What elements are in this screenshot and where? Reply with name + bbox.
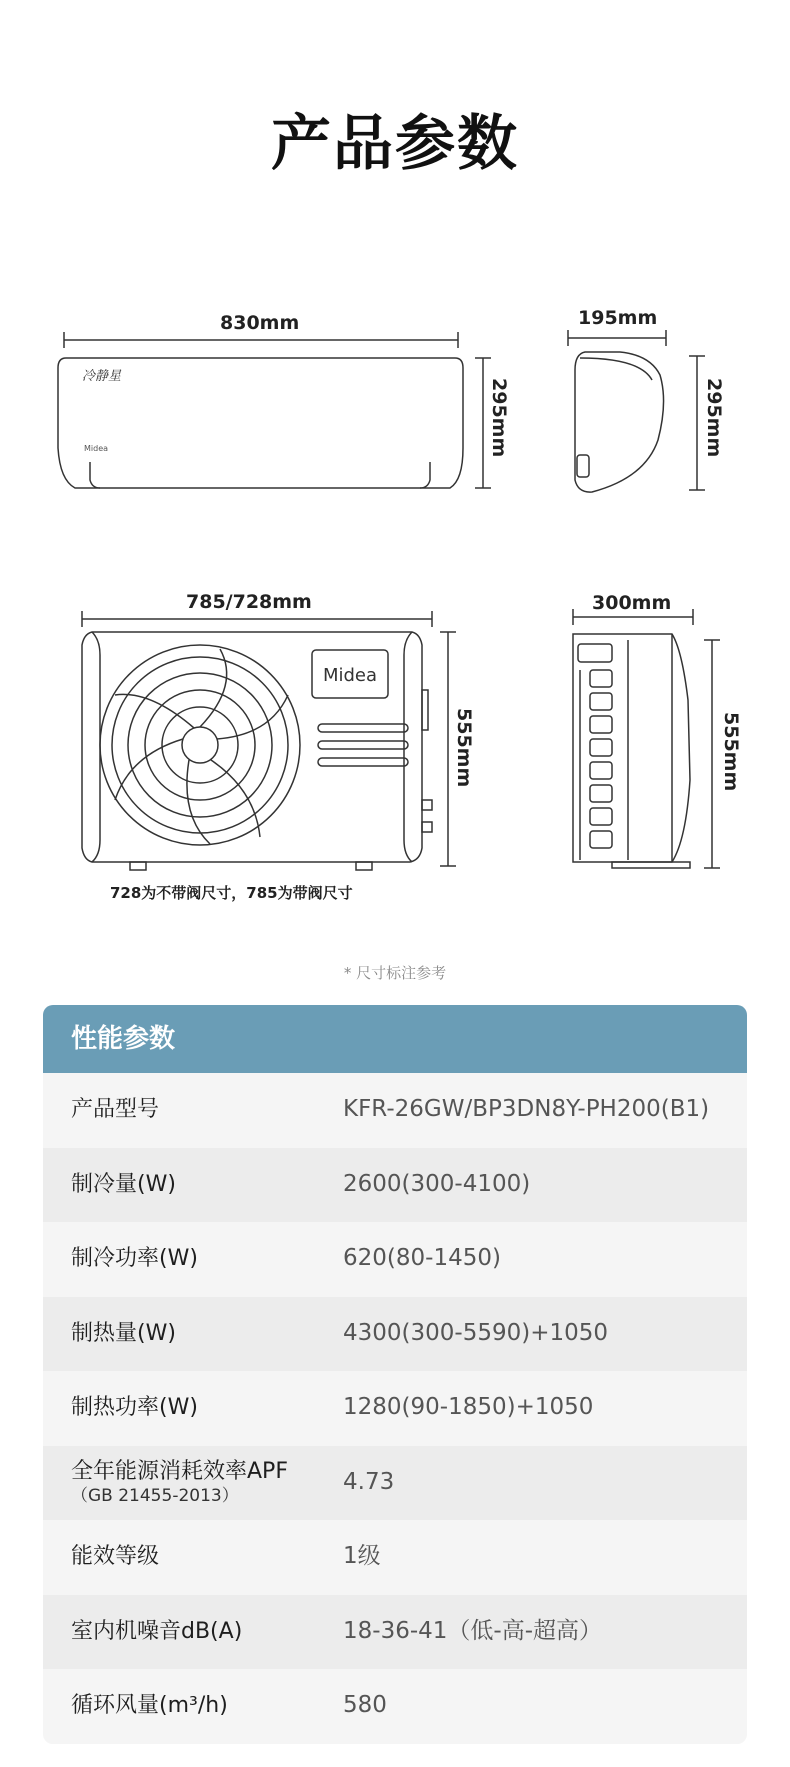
spec-label-text: 循环风量(m³/h) [71, 1693, 228, 1719]
spec-label [43, 1544, 343, 1570]
indoor-side-height-label: 295mm [703, 378, 725, 458]
outdoor-fan [100, 645, 300, 845]
outdoor-depth-label: 300mm [592, 592, 672, 614]
spec-table [43, 1005, 747, 1744]
spec-label-text: 制冷量(W) [71, 1171, 176, 1197]
outdoor-width-label: 785/728mm [186, 591, 312, 613]
spec-rows [43, 1073, 747, 1744]
spec-sublabel: （GB 21455-2013） [71, 1485, 239, 1506]
spec-label-text: 全年能源消耗效率APF [71, 1459, 288, 1485]
spec-row [43, 1595, 747, 1670]
spec-value: 18-36-41（低-高-超高） [343, 1617, 602, 1644]
indoor-series-logo: 冷静星 [82, 369, 122, 384]
spec-label [43, 1321, 343, 1347]
spec-label [43, 1693, 343, 1719]
spec-label-text: 能效等级 [71, 1544, 160, 1570]
spec-label [43, 1459, 343, 1506]
page-title: 产品参数 [271, 109, 519, 179]
spec-label-text: 制热功率(W) [71, 1395, 198, 1421]
spec-row [43, 1371, 747, 1446]
spec-value: 620(80-1450) [343, 1245, 501, 1272]
spec-label-text: 产品型号 [71, 1097, 160, 1123]
spec-row [43, 1446, 747, 1521]
spec-label [43, 1395, 343, 1421]
spec-value: 4300(300-5590)+1050 [343, 1319, 609, 1346]
indoor-width-label: 830mm [220, 312, 300, 334]
spec-row [43, 1148, 747, 1223]
spec-value: 1级 [343, 1543, 381, 1570]
outdoor-height-label: 555mm [453, 708, 475, 788]
indoor-depth-label: 195mm [578, 307, 658, 329]
outdoor-brand-logo: Midea [322, 665, 378, 686]
indoor-height-label: 295mm [488, 378, 510, 458]
spec-label-text: 制冷功率(W) [71, 1246, 198, 1272]
spec-row [43, 1073, 747, 1148]
dimension-disclaimer: * 尺寸标注参考 [343, 964, 447, 982]
spec-value: KFR-26GW/BP3DN8Y-PH200(B1) [343, 1096, 710, 1123]
spec-value: 4.73 [343, 1468, 395, 1495]
spec-value: 580 [343, 1692, 387, 1719]
spec-row [43, 1520, 747, 1595]
spec-label [43, 1172, 343, 1198]
indoor-brand-logo: Midea [84, 444, 109, 453]
spec-label-text: 室内机噪音dB(A) [71, 1618, 243, 1644]
spec-label-text: 制热量(W) [71, 1320, 176, 1346]
spec-row [43, 1669, 747, 1744]
spec-row [43, 1222, 747, 1297]
spec-label [43, 1619, 343, 1645]
spec-value: 1280(90-1850)+1050 [343, 1394, 594, 1421]
spec-value: 2600(300-4100) [343, 1170, 531, 1197]
spec-label [43, 1246, 343, 1272]
spec-row [43, 1297, 747, 1372]
spec-table-header: 性能参数 [43, 1005, 747, 1073]
outdoor-valve-note: 728为不带阀尺寸，785为带阀尺寸 [110, 884, 353, 902]
outdoor-side-height-label: 555mm [720, 712, 742, 792]
spec-label [43, 1097, 343, 1123]
